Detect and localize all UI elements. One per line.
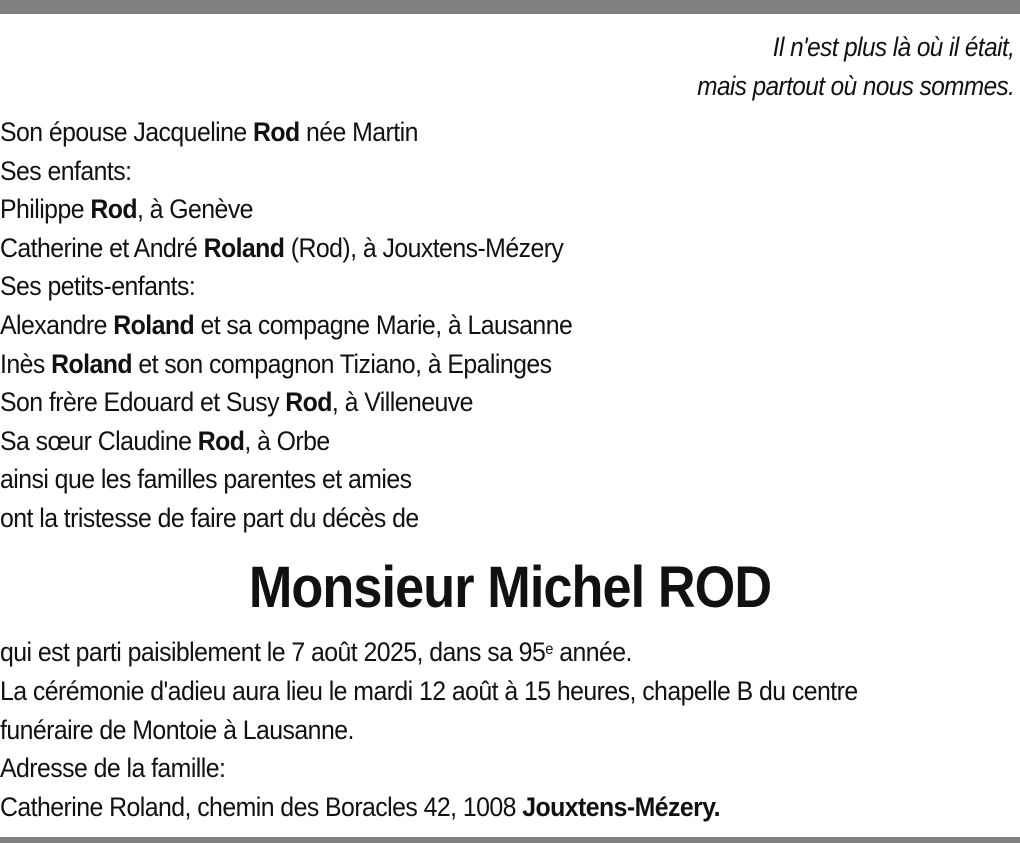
surname: Rod	[285, 387, 332, 418]
family-line	[0, 306, 572, 345]
family-line	[0, 422, 572, 461]
family-line	[0, 345, 572, 384]
family-line	[0, 190, 572, 229]
text: Alexandre	[0, 309, 114, 340]
family-line	[0, 113, 572, 152]
surname: Rod	[253, 117, 300, 147]
text: , à Orbe	[244, 425, 330, 456]
text: Philippe	[0, 194, 91, 225]
family-line: ainsi que les familles parentes et amies	[0, 464, 412, 495]
text: Son épouse Jacqueline	[0, 117, 254, 147]
text: Sa sœur Claudine	[0, 425, 198, 456]
surname: Roland	[203, 232, 285, 263]
surname: Rod	[197, 425, 245, 456]
text: Inès	[0, 348, 52, 379]
family-line: ont la tristesse de faire part du décès de	[0, 502, 419, 533]
details	[0, 633, 858, 827]
detail-line	[0, 633, 858, 672]
text: , à Villeneuve	[331, 387, 473, 418]
surname: Rod	[90, 194, 137, 225]
text: Son frère Edouard et Susy	[0, 387, 286, 418]
top-rule	[0, 0, 1020, 14]
epigraph-line-2: mais partout où nous sommes.	[696, 71, 1014, 101]
surname: Roland	[51, 348, 132, 379]
text: (Rod), à Jouxtens-Mézery	[284, 232, 564, 263]
detail-line: funéraire de Montoie à Lausanne.	[0, 714, 354, 745]
text: et son compagnon Tiziano, à Epalinges	[131, 348, 552, 379]
detail-line	[0, 788, 858, 827]
ordinal-superscript: e	[545, 641, 553, 658]
text: Catherine et André	[0, 232, 204, 263]
epigraph	[697, 28, 1014, 106]
bottom-rule	[0, 837, 1020, 843]
detail-line: Adresse de la famille:	[0, 753, 226, 784]
family-line: Ses enfants:	[0, 155, 132, 186]
text: née Martin	[299, 117, 418, 147]
family-address-locality: Jouxtens-Mézery.	[522, 792, 721, 823]
detail-line: La cérémonie d'adieu aura lieu le mardi 12 août à 15 heures, chapelle B du centre	[0, 675, 858, 706]
text: qui est parti paisiblement le 7 août 2025, dans sa 95	[0, 637, 546, 667]
family-line	[0, 229, 572, 268]
family-list	[0, 113, 572, 538]
text: , à Genève	[136, 194, 253, 225]
family-line	[0, 383, 572, 422]
family-line: Ses petits-enfants:	[0, 271, 196, 302]
text: année.	[552, 637, 632, 667]
text: et sa compagne Marie, à Lausanne	[194, 309, 573, 340]
text: Catherine Roland, chemin des Boracles 42, 1008	[0, 792, 523, 823]
surname: Roland	[113, 309, 195, 340]
epigraph-line-1: Il n'est plus là où il était,	[772, 32, 1014, 62]
deceased-name: Monsieur Michel ROD	[248, 555, 772, 620]
